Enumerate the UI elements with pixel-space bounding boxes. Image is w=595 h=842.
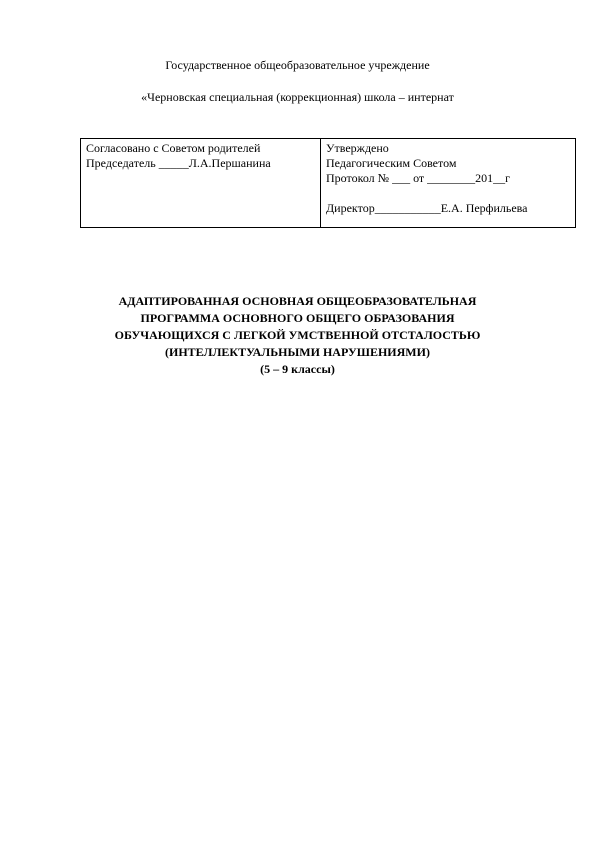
approval-table bbox=[80, 138, 576, 228]
grades-line: (5 – 9 классы) bbox=[260, 362, 335, 376]
cell-spacer bbox=[326, 186, 571, 201]
chairman-signature-line: Председатель _____Л.А.Першанина bbox=[86, 156, 271, 170]
title-line-2: ПРОГРАММА ОСНОВНОГО ОБЩЕГО ОБРАЗОВАНИЯ bbox=[140, 311, 455, 325]
approved-label: Утверждено bbox=[326, 141, 389, 155]
program-title bbox=[0, 293, 595, 378]
director-signature-line: Директор___________Е.А. Перфильева bbox=[326, 201, 528, 215]
protocol-line: Протокол № ___ от ________201__г bbox=[326, 171, 511, 185]
title-line-4: (ИНТЕЛЛЕКТУАЛЬНЫМИ НАРУШЕНИЯМИ) bbox=[165, 345, 430, 359]
title-line-3: ОБУЧАЮЩИХСЯ С ЛЕГКОЙ УМСТВЕННОЙ ОТСТАЛОСТЬЮ bbox=[114, 328, 481, 342]
institution-type-line: Государственное общеобразовательное учреждение bbox=[165, 58, 430, 72]
school-name-line: «Черновская специальная (коррекционная) школа – интернат bbox=[141, 90, 454, 104]
pedagogical-council-label: Педагогическим Советом bbox=[326, 156, 457, 170]
title-line-1: АДАПТИРОВАННАЯ ОСНОВНАЯ ОБЩЕОБРАЗОВАТЕЛЬНАЯ bbox=[118, 294, 477, 308]
agreed-with-parents-council: Согласовано с Советом родителей bbox=[86, 141, 261, 155]
parents-council-cell bbox=[81, 139, 321, 228]
pedagogical-council-cell bbox=[321, 139, 576, 228]
